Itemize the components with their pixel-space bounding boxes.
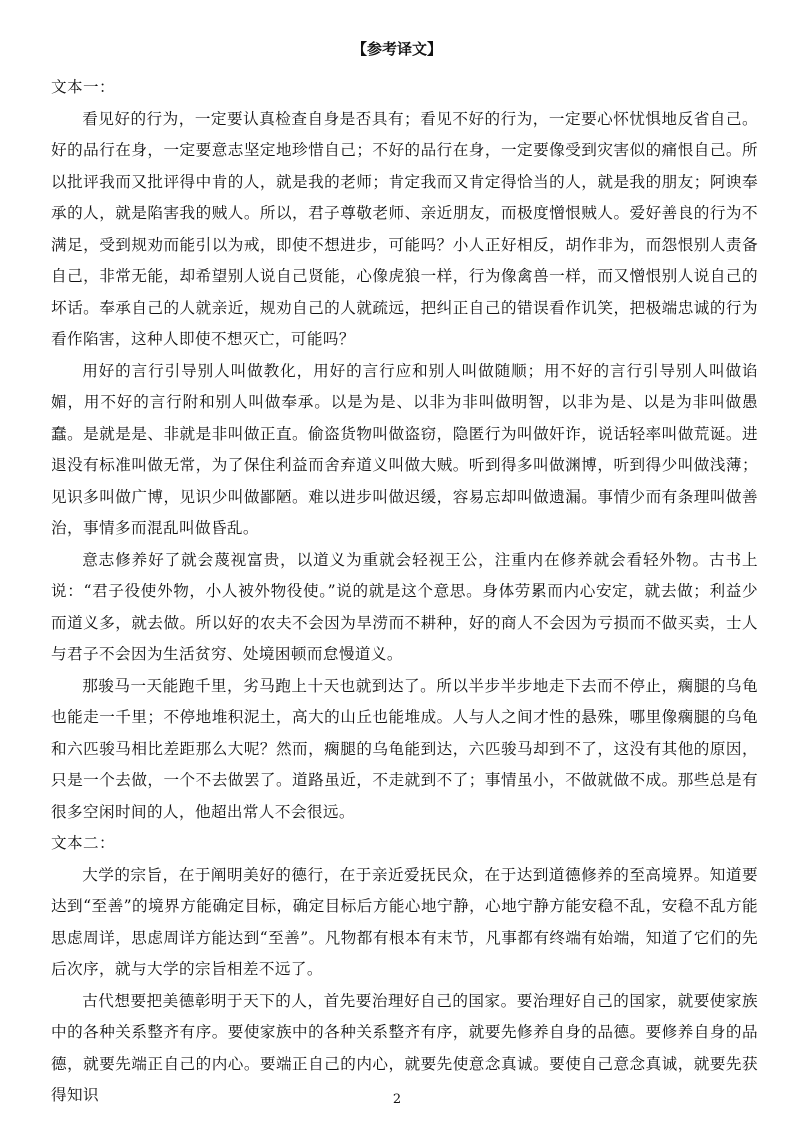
- paragraph: 用好的言行引导别人叫做教化，用好的言行应和别人叫做随顺；用不好的言行引导别人叫做谄媚，用不好的言行附和别人叫做奉承。以是为是、以非为非叫做明智，以非为是、以是为非叫做愚蠢。是就是是、非就是非叫做正直。偷盗货物叫做盗窃，隐匿行为叫做奸诈，说话轻率叫做荒诞。进退没有标准叫做无常，为了保住利益而舍弃道义叫做大贼。听到得多叫做渊博，听到得少叫做浅薄；见识多叫做广博，见识少叫做鄙陋。难以进步叫做迟缓，容易忘却叫做遗漏。事情少而有条理叫做善治，事情多而混乱叫做昏乱。: [51, 361, 758, 537]
- section-heading-text-two: 文本二：: [51, 834, 115, 852]
- paragraph: 古代想要把美德彰明于天下的人，首先要治理好自己的国家。要治理好自己的国家，就要使家族中的各种关系整齐有序。要使家族中的各种关系整齐有序，就要先修养自身的品德。要修养自身的品德，就要先端正自己的内心。要端正自己的内心，就要先使意念真诚。要使自己意念真诚，就要先获得知识: [51, 991, 758, 1104]
- paragraph: 大学的宗旨，在于阐明美好的德行，在于亲近爱抚民众，在于达到道德修养的至高境界。知道要达到“至善”的境界方能确定目标，确定目标后方能心地宁静，心地宁静方能安稳不乱，安稳不乱方能思虑周详，思虑周详方能达到“至善”。凡物都有根本有末节，凡事都有终端有始端，知道了它们的先后次序，就与大学的宗旨相差不远了。: [51, 865, 758, 978]
- paragraph: 看见好的行为，一定要认真检查自身是否具有；看见不好的行为，一定要心怀忧惧地反省自己。好的品行在身，一定要意志坚定地珍惜自己；不好的品行在身，一定要像受到灾害似的痛恨自己。所以批评我而又批评得中肯的人，就是我的老师；肯定我而又肯定得恰当的人，就是我的朋友；阿谀奉承的人，就是陷害我的贼人。所以，君子尊敬老师、亲近朋友，而极度憎恨贼人。爱好善良的行为不满足，受到规劝而能引以为戒，即使不想进步，可能吗？小人正好相反，胡作非为，而怨恨别人责备自己，非常无能，却希望别人说自己贤能，心像虎狼一样，行为像禽兽一样，而又憎恨别人说自己的坏话。奉承自己的人就亲近，规劝自己的人就疏远，把纠正自己的错误看作讥笑，把极端忠诚的行为看作陷害，这种人即使不想灭亡，可能吗？: [51, 109, 758, 348]
- document-body: [51, 72, 758, 1112]
- section-heading-text-one: 文本一：: [51, 78, 115, 96]
- page-number: 2: [392, 1092, 402, 1107]
- paragraph: 意志修养好了就会蔑视富贵，以道义为重就会轻视王公，注重内在修养就会看轻外物。古书上说：“君子役使外物，小人被外物役使。”说的就是这个意思。身体劳累而内心安定，就去做；利益少而道义多，就去做。所以好的农夫不会因为旱涝而不耕种，好的商人不会因为亏损而不做买卖，士人与君子不会因为生活贫穷、处境困顿而怠慢道义。: [51, 550, 758, 663]
- document-title: 【参考译文】: [351, 40, 442, 58]
- paragraph: 那骏马一天能跑千里，劣马跑上十天也就到达了。所以半步半步地走下去而不停止，瘸腿的乌龟也能走一千里；不停地堆积泥土，高大的山丘也能堆成。人与人之间才性的悬殊，哪里像瘸腿的乌龟和六匹骏马相比差距那么大呢？然而，瘸腿的乌龟能到达，六匹骏马却到不了，这没有其他的原因，只是一个去做，一个不去做罢了。道路虽近，不走就到不了；事情虽小，不做就做不成。那些总是有很多空闲时间的人，他超出常人不会很远。: [51, 676, 758, 821]
